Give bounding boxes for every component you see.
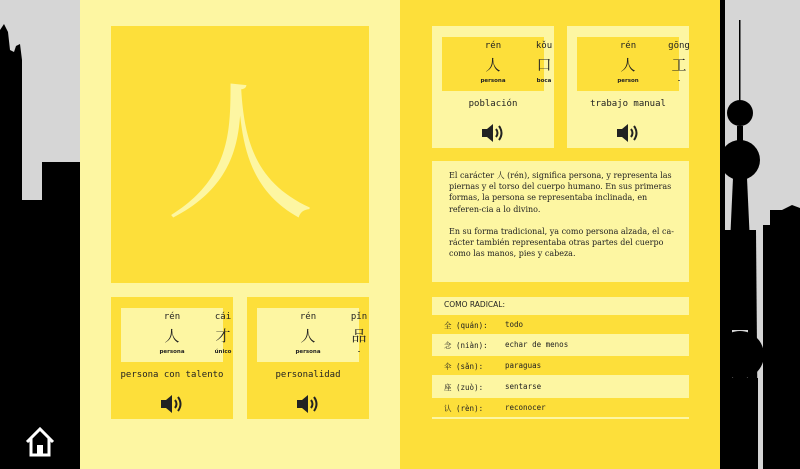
word-label: personalidad xyxy=(275,370,341,380)
pinyin: pǐn xyxy=(350,312,368,322)
word-label: trabajo manual xyxy=(590,99,666,109)
word-box xyxy=(121,308,232,362)
hanzi: 人 xyxy=(485,56,501,74)
radical-hanzi: 伞 (sǎn): xyxy=(444,362,484,371)
pinyin: rén xyxy=(163,312,181,322)
radical-row xyxy=(432,356,689,375)
meaning: person xyxy=(617,78,639,84)
pinyin: kǒu xyxy=(535,41,553,51)
description-paragraph-2: En su forma tradicional, ya como persona alzada, el ca-rácter también representaba otras partes del cuerpo como las manos, pies y cabeza. xyxy=(449,226,674,259)
word-box xyxy=(257,308,368,362)
hanzi: 人 xyxy=(164,327,180,345)
speaker-icon[interactable] xyxy=(160,393,186,415)
radical-row xyxy=(432,335,689,354)
word-card-personalidad xyxy=(247,297,369,419)
radical-meaning: paraguas xyxy=(505,361,542,370)
meaning: persona xyxy=(159,349,185,355)
radical-row xyxy=(432,377,689,396)
hanzi: 才 xyxy=(215,327,231,345)
pinyin: rén xyxy=(299,312,317,322)
home-icon[interactable] xyxy=(24,426,56,458)
word-card-persona-con-talento xyxy=(111,297,233,419)
radical-meaning: echar de menos xyxy=(505,340,569,349)
hanzi: 口 xyxy=(536,56,552,74)
radical-row xyxy=(432,398,689,417)
skyline-right-silhouette xyxy=(720,0,800,469)
skyline-left-silhouette xyxy=(0,0,80,469)
pinyin: cái xyxy=(214,312,232,322)
radical-meaning: sentarse xyxy=(505,382,542,391)
hanzi: 工 xyxy=(671,56,687,74)
meaning: persona xyxy=(480,78,506,84)
speaker-icon[interactable] xyxy=(296,393,322,415)
radical-row xyxy=(432,315,689,334)
radical-hanzi: 念 (niàn): xyxy=(444,341,488,350)
pinyin: rén xyxy=(484,41,502,51)
pinyin: gōng xyxy=(668,41,690,51)
meaning: persona xyxy=(295,349,321,355)
radical-meaning: reconocer xyxy=(505,403,546,412)
hanzi: 人 xyxy=(300,327,316,345)
radical-hanzi: 认 (rèn): xyxy=(444,404,484,413)
radical-title: COMO RADICAL: xyxy=(444,300,505,309)
word-box xyxy=(442,37,553,91)
main-character: 人 xyxy=(164,67,315,242)
word-label: población xyxy=(468,99,518,109)
pinyin: rén xyxy=(619,41,637,51)
hanzi: 人 xyxy=(620,56,636,74)
radical-card xyxy=(432,297,689,419)
radical-hanzi: 全 (quán): xyxy=(444,321,488,330)
word-box xyxy=(577,37,690,91)
word-card-trabajo-manual xyxy=(567,26,689,148)
meaning: - xyxy=(357,349,361,355)
radical-hanzi: 座 (zuò): xyxy=(444,383,484,392)
main-character-card xyxy=(111,26,369,283)
speaker-icon[interactable] xyxy=(616,122,642,144)
radical-meaning: todo xyxy=(505,320,524,329)
meaning: - xyxy=(677,78,681,84)
word-label: persona con talento xyxy=(120,370,224,380)
hanzi: 品 xyxy=(351,327,367,345)
meaning: boca xyxy=(536,78,552,84)
word-card-poblacion xyxy=(432,26,554,148)
meaning: único xyxy=(214,349,232,355)
description-paragraph-1: El carácter 人 (rén), significa persona, y representa las piernas y el torso del cuerpo humano. En sus primeras formas, la persona se representaba inclinada, en referen-cia a lo divino. xyxy=(449,171,672,214)
speaker-icon[interactable] xyxy=(481,122,507,144)
description-card xyxy=(432,161,689,282)
